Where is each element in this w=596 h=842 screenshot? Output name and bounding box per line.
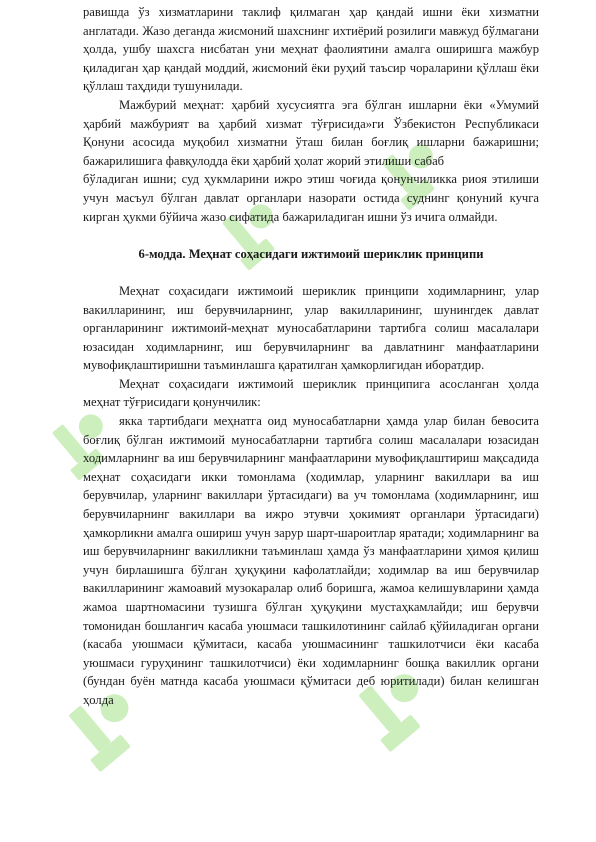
paragraph-social-partnership: Меҳнат соҳасидаги ижтимоий шериклик принципи ходимларнинг, улар вакилларининг, иш берувчиларнинг, улар вакилларининг, шунингдек давлат органларининг ижтимоий-меҳнат муносабатларини тартибга солиш масалалари юзасидан ходимларнинг, иш берувчиларнинг ва давлатнинг манфаатларини мувофиқлаштиришни таъминлашга қаратилган ҳамкорлигидан иборатдир.: [83, 283, 539, 373]
article-heading: 6-модда. Меҳнат соҳасидаги ижтимоий шериклик принципи: [138, 246, 484, 261]
paragraph-legislation-details: якка тартибдаги меҳнатга оид муносабатларни ҳамда улар билан бевосита боғлиқ бўлган ижтимоий муносабатларни тартибга солиш масалалари юзасидан ходимларнинг ва иш берувчиларнинг манфаатларини мувофиқлаштириш мақсадида меҳнат соҳасидаги икки томонлама (ходимлар, уларнинг вакиллари ва иш берувчилар, уларнинг вакиллари ўртасидаги) ва уч томонлама (ходимларнинг, иш берувчиларнинг вакиллари ва ижро этувчи ҳокимият органлари ўртасидаги) ҳамкорликни амалга ошириш учун зарур шарт-шароитлар яратади; ходимларнинг ва иш берувчиларнинг вакилликни таъминлаш ҳамда ўз манфаатларини ҳимоя қилиш учун бирлашишга бўлган ҳуқуқини кафолатлайди; ходимлар ва иш берувчилар вакилларининг жамоавий музокаралар олиб боришга, жамоа келишувларини ҳамда жамоа шартномасини тузишга бўлган ҳуқуқини мустаҳкамлайди; иш берувчи томонидан бошлангич касаба уюшмаси ташкилотининг сайлаб қўйиладиган органи (касаба уюшмаси қўмитаси, касаба уюшмасининг ташкилотчиси ёки касаба уюшмаси гуруҳининг ташкилотчиси) ёки ходимларнинг бошқа вакиллик органи (бундан буён матнда касаба уюшмаси қўмитаси деб юритилади) билан келишган ҳолда: [83, 414, 539, 707]
spacer: [83, 226, 539, 245]
paragraph-forced-labor: Мажбурий меҳнат: ҳарбий хусусиятга эга бўлган ишларни ёки «Умумий ҳарбий мажбурият ва ҳарбий хизмат тўғрисида»ги Ўзбекистон Республикаси Қонуни асосида муқобил хизматни ўташ билан боғлиқ ишларни бажаришни; бажарилишига фавқулодда ёки ҳарбий ҳолат жорий этилиши сабаб: [83, 97, 539, 168]
paragraph-legislation-intro: Меҳнат соҳасидаги ижтимоий шериклик принципига асосланган ҳолда меҳнат тўғрисидаги қонунчилик:: [83, 376, 539, 410]
paragraph-forced-labor-continued: бўладиган ишни; суд ҳукмларини ижро этиш чоғида қонунчиликка риоя этилиши учун масъул бўлган давлат органлари назорати остида суднинг қонуний кучга кирган ҳукми бўйича жазо сифатида бажариладиган ишни ўз ичига олмайди.: [83, 172, 539, 224]
paragraph-1-tail: равишда ўз хизматларини таклиф қилмаган ҳар қандай ишни ёки хизматни англатади. Жазо деганда жисмоний шахснинг ихтиёрий розилиги мавжуд бўлмагани ҳолда, ушбу шахсга нисбатан уни меҳнат фаолиятини амалга оширишга мажбур қиладиган ҳар қандай моддий, жисмоний ёки руҳий таъсир чораларини қўллаш ёки қўллаш таҳдиди тушунилади.: [83, 5, 539, 94]
document-body: [83, 3, 539, 710]
spacer: [83, 263, 539, 282]
